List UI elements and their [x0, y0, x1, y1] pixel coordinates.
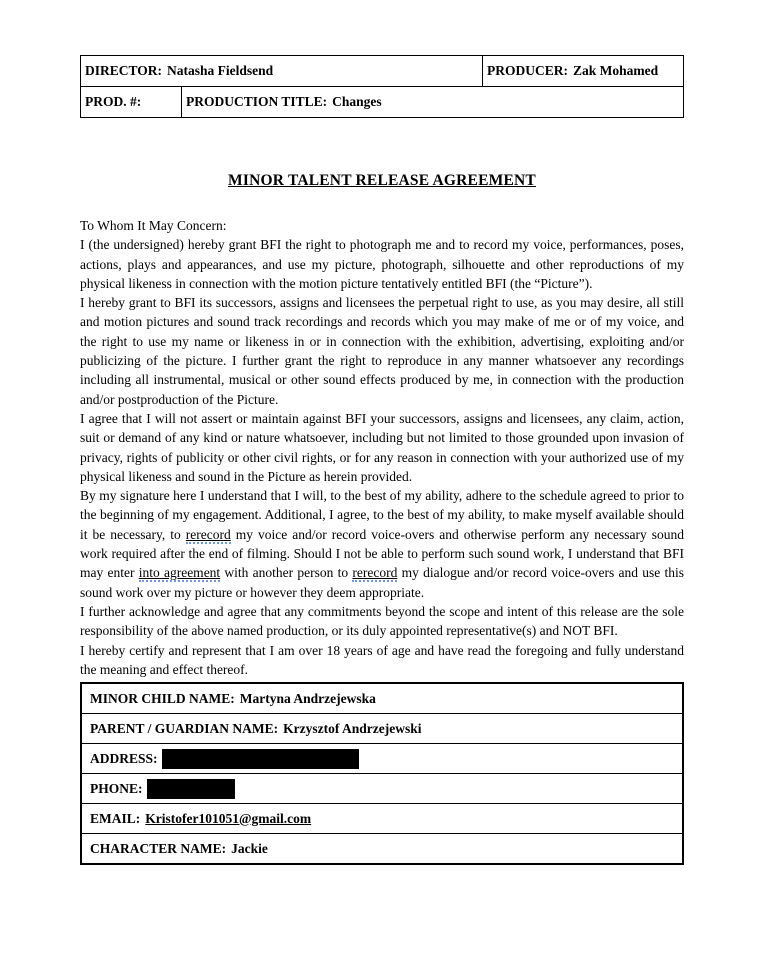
director-cell: [81, 56, 482, 86]
underlined-word-rerecord: rerecord: [185, 526, 231, 542]
phone-label: PHONE:: [90, 780, 143, 796]
text-segment: By my signature here I understand that I will, to the best of my ability, adhere to the schedule agreed to prior to the beginning of my engagement. Additional, I agree, to the best of my ability, to make myself available should it be necessary, to: [80, 488, 684, 542]
info-row-minor-child-name: [82, 684, 682, 713]
director-label: DIRECTOR:: [85, 63, 163, 78]
agreement-body: [80, 216, 684, 679]
info-row-address: [82, 743, 682, 773]
underlined-word-rerecord: rerecord: [352, 565, 398, 581]
address-label: ADDRESS:: [90, 750, 158, 766]
producer-value: Zak Mohamed: [573, 63, 659, 78]
document-content: [80, 55, 684, 865]
prod-number-label: PROD. #:: [85, 94, 142, 109]
production-title-cell: [181, 87, 683, 117]
producer-cell: [482, 56, 683, 86]
character-name-label: CHARACTER NAME:: [90, 840, 227, 856]
parent-guardian-name-label: PARENT / GUARDIAN NAME:: [90, 720, 279, 736]
talent-info-table: [80, 682, 684, 865]
text-segment: my dialogue and/or record voice-overs and use this sound work over my picture or however they deem appropriate.: [80, 565, 684, 600]
paragraph-perpetual-right: I hereby grant to BFI its successors, assigns and licensees the perpetual right to use, as you may desire, all still and motion pictures and sound track recordings and records which you may make of me or of my voice, and the right to use my name or likeness in or in connection with the exhibition, advertising, exploiting and/or publicizing of the picture. I further grant the right to reproduce in any manner whatsoever any recordings including all instrumental, musical or other sound effects produced by me, in connection with the production and/or postproduction of the Picture.: [80, 295, 684, 407]
character-name-value: Jackie: [231, 840, 268, 856]
production-title-label: PRODUCTION TITLE:: [186, 94, 328, 109]
director-value: Natasha Fieldsend: [167, 63, 274, 78]
production-title-value: Changes: [332, 94, 382, 109]
phone-redaction-box: [147, 779, 235, 799]
email-label: EMAIL:: [90, 810, 141, 826]
production-table-row-2: [81, 86, 683, 117]
paragraph-certify-age: I hereby certify and represent that I am over 18 years of age and have read the foregoing and fully understand the meaning and effect thereof.: [80, 642, 684, 677]
production-table-row-1: [81, 56, 683, 86]
info-row-phone: [82, 773, 682, 803]
info-row-email: [82, 803, 682, 833]
prod-number-cell: [81, 87, 181, 117]
parent-guardian-name-value: Krzysztof Andrzejewski: [283, 720, 422, 736]
producer-label: PRODUCER:: [487, 63, 568, 78]
paragraph-no-claims: I agree that I will not assert or maintain against BFI your successors, assigns and licensees, any claim, action, suit or demand of any kind or nature whatsoever, including but not limited to those grounded upon invasion of privacy, rights of publicity or other civil rights, or for any reason in connection with your authorized use of my physical likeness and sound in the Picture as herein provided.: [80, 410, 684, 484]
minor-child-name-label: MINOR CHILD NAME:: [90, 690, 235, 706]
paragraph-commitments-responsibility: I further acknowledge and agree that any commitments beyond the scope and intent of this release are the sole responsibility of the above named production, or its duly appointed representative(s) and NOT BFI.: [80, 603, 684, 639]
paragraph-grant-photograph: I (the undersigned) hereby grant BFI the right to photograph me and to record my voice, performances, poses, actions, plays and appearances, and use my picture, photograph, silhouette and other reproductions of my physical likeness in connection with the motion picture tentatively entitled BFI (the “Picture”).: [80, 237, 684, 291]
document-title: MINOR TALENT RELEASE AGREEMENT: [228, 172, 536, 189]
minor-child-name-value: Martyna Andrzejewska: [239, 690, 376, 706]
address-redaction-box: [162, 749, 359, 769]
text-segment: my voice and/or record voice-overs and otherwise perform any necessary sound work required after the end of filming. Should I not be able to perform such sound work, I understand that BFI may enter: [80, 526, 685, 581]
text-segment: with another person to: [220, 565, 353, 581]
info-row-character-name: [82, 833, 682, 863]
email-value-link[interactable]: Kristofer101051@gmail.com: [145, 810, 312, 826]
underlined-phrase-into-agreement: into agreement: [138, 565, 221, 581]
salutation: To Whom It May Concern:: [80, 218, 227, 233]
info-row-parent-guardian-name: [82, 713, 682, 743]
production-info-table: [80, 55, 684, 118]
paragraph-schedule-sound-work: [80, 486, 684, 602]
